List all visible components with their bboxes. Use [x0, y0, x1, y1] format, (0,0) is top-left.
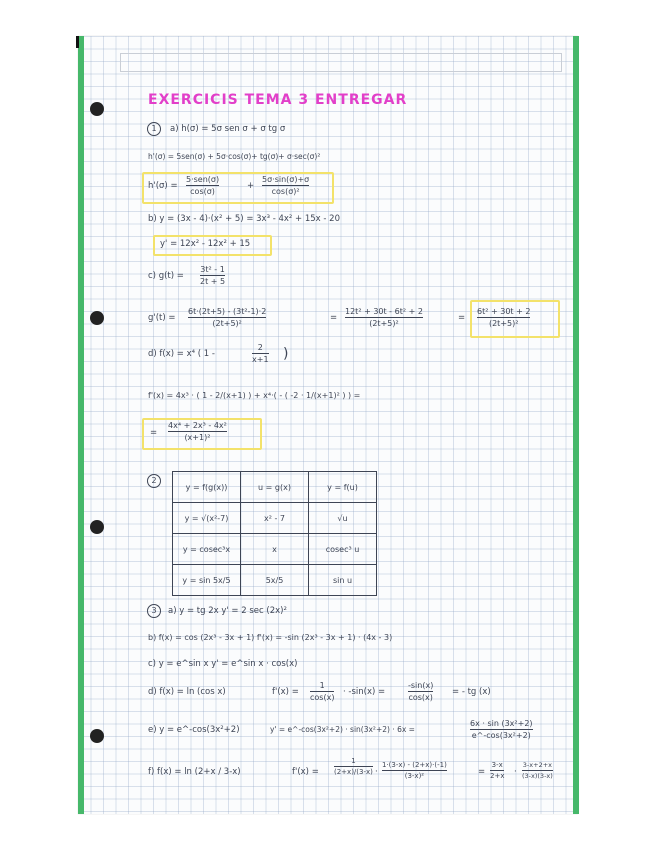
- fraction-numerator: 2: [257, 343, 263, 352]
- fraction-numerator: 4x⁴ + 2x³ - 4x²: [168, 421, 227, 430]
- ex1-b-result: y' = 12x² - 12x² + 15: [160, 239, 251, 249]
- ex1-d-result-fraction: [168, 421, 227, 442]
- table-cell: 5x/5: [241, 565, 309, 596]
- fraction-numerator: 5·sen(σ): [186, 175, 220, 184]
- equals-sign: =: [458, 313, 466, 323]
- ex1-c-label: c) g(t) =: [148, 271, 184, 281]
- ex1-d-fraction: [252, 343, 269, 364]
- table-header-cell: u = g(x): [241, 472, 309, 503]
- fraction-denominator: cos(σ): [190, 187, 215, 196]
- fraction-denominator: 2t + 5: [200, 277, 226, 286]
- table-header-row: [173, 472, 377, 503]
- ex3-f-fraction-2: [382, 761, 447, 780]
- ex3-a: a) y = tg 2x y' = 2 sec (2x)²: [168, 606, 287, 616]
- fraction-denominator: (2t+5)²: [488, 319, 519, 328]
- ex1-a-fraction-1: [186, 175, 219, 196]
- ex3-d-function: d) f(x) = ln (cos x): [148, 687, 226, 697]
- ex3-d-result: = - tg (x): [452, 687, 491, 697]
- ex3-f-deriv-label: f'(x) =: [292, 767, 319, 777]
- fraction-numerator: 6x · sin (3x²+2): [470, 719, 533, 728]
- ex1-b-function: b) y = (3x - 4)·(x² + 5) = 3x³ - 4x² + 15x - 20: [148, 214, 340, 224]
- exercise-1-number: 1: [147, 122, 161, 136]
- ex1-d-derivative: f'(x) = 4x³ · ( 1 - 2/(x+1) ) + x⁴·( - ( -2 · 1/(x+1)² ) ) =: [148, 391, 361, 400]
- ex3-e-derivative: y' = e^-cos(3x²+2) · sin(3x²+2) · 6x =: [270, 725, 415, 734]
- table-cell: x: [241, 534, 309, 565]
- equals-sign: =: [150, 428, 158, 438]
- fraction-denominator: (2+x)/(3-x): [334, 768, 373, 776]
- punch-hole: [90, 102, 104, 116]
- table-cell: y = cosec³x: [173, 534, 241, 565]
- table-row: [173, 534, 377, 565]
- punch-hole: [90, 311, 104, 325]
- ex1-c-mid-fraction: [345, 307, 423, 328]
- fraction-denominator: e^-cos(3x²+2): [471, 731, 531, 740]
- fraction-numerator: 1·(3-x) - (2+x)·(-1): [382, 761, 447, 769]
- ex3-e-function: e) y = e^-cos(3x²+2): [148, 725, 240, 735]
- table-cell: cosec³ u: [309, 534, 377, 565]
- table-cell: x² - 7: [241, 503, 309, 534]
- ex3-f-fraction-3: [490, 761, 504, 780]
- fraction-numerator: 3-x: [491, 761, 503, 769]
- page-right-edge: [573, 36, 579, 814]
- ex1-d-label: d) f(x) = x⁴ ( 1 -: [148, 349, 215, 359]
- ex3-d-fraction-1: [310, 681, 334, 702]
- ex3-f-fraction-1: [334, 757, 373, 776]
- ex1-a-fraction-2: [262, 175, 309, 196]
- punch-hole: [90, 520, 104, 534]
- fraction-denominator: (2t+5)²: [212, 319, 242, 328]
- ex1-c-result-fraction: [477, 307, 530, 328]
- ex3-f-function: f) f(x) = ln (2+x / 3-x): [148, 767, 241, 777]
- page-corner-mark: [76, 36, 79, 48]
- table-cell: √u: [309, 503, 377, 534]
- fraction-numerator: 3-x+2+x: [522, 761, 552, 769]
- fraction-numerator: -sin(x): [408, 681, 434, 690]
- plus-sign: +: [247, 181, 255, 191]
- ex3-d-deriv-label: f'(x) =: [272, 687, 299, 697]
- table-header-cell: y = f(u): [309, 472, 377, 503]
- page-left-edge: [78, 36, 84, 814]
- ex3-f-fraction-4: [522, 761, 553, 780]
- fraction-denominator: (3-x)²: [404, 772, 425, 780]
- fraction-numerator: 5σ·sin(σ)+σ: [262, 175, 310, 184]
- fraction-numerator: 1: [351, 757, 356, 765]
- table-header-cell: y = f(g(x)): [173, 472, 241, 503]
- fraction-numerator: 1: [319, 681, 325, 690]
- ex1-a-result-label: h'(σ) =: [148, 181, 178, 191]
- fraction-numerator: 3t² - 1: [200, 265, 225, 274]
- composition-table: [172, 471, 377, 596]
- table-row: [173, 565, 377, 596]
- ex3-d-fraction-2: [408, 681, 433, 702]
- fraction-numerator: 6t·(2t+5) - (3t²-1)·2: [188, 307, 267, 316]
- fraction-denominator: cos(x): [408, 693, 433, 702]
- table-cell: y = sin 5x/5: [173, 565, 241, 596]
- fraction-numerator: 6t² + 30t + 2: [477, 307, 531, 316]
- close-paren: ): [283, 346, 289, 362]
- exercise-3-number: 3: [147, 604, 161, 618]
- equals-sign: =: [478, 767, 486, 777]
- ex1-a-function: a) h(σ) = 5σ sen σ + σ tg σ: [170, 124, 286, 134]
- ex3-d-middle: · -sin(x) =: [343, 687, 386, 697]
- fraction-denominator: (x+1)²: [184, 433, 211, 442]
- ex1-c-deriv-fraction: [188, 307, 266, 328]
- fraction-denominator: 2+x: [490, 772, 505, 780]
- ex1-c-fraction: [200, 265, 225, 286]
- fraction-numerator: 12t² + 30t - 6t² + 2: [345, 307, 423, 316]
- header-box: [120, 53, 562, 72]
- ex3-c: c) y = e^sin x y' = e^sin x · cos(x): [148, 659, 298, 669]
- ex3-e-result-fraction: [470, 719, 533, 740]
- table-cell: sin u: [309, 565, 377, 596]
- fraction-denominator: cos(x): [310, 693, 335, 702]
- fraction-denominator: (3-x)(3-x): [522, 772, 553, 780]
- multiply-dot: ·: [375, 767, 378, 777]
- fraction-denominator: cos(σ)²: [271, 187, 300, 196]
- multiply-dot: ·: [514, 767, 517, 777]
- ex1-c-deriv-label: g'(t) =: [148, 313, 176, 323]
- ex1-a-derivative: h'(σ) = 5sen(σ) + 5σ·cos(σ)+ tg(σ)+ σ·sec(σ)²: [148, 152, 321, 161]
- fraction-denominator: x+1: [252, 355, 269, 364]
- punch-hole: [90, 729, 104, 743]
- equals-sign: =: [330, 313, 338, 323]
- fraction-denominator: (2t+5)²: [369, 319, 399, 328]
- ex3-b: b) f(x) = cos (2x³ - 3x + 1) f'(x) = -sin (2x³ - 3x + 1) · (4x - 3): [148, 633, 393, 642]
- table-cell: y = √(x²-7): [173, 503, 241, 534]
- table-row: [173, 503, 377, 534]
- exercise-2-number: 2: [147, 474, 161, 488]
- page-title: EXERCICIS TEMA 3 ENTREGAR: [148, 92, 408, 108]
